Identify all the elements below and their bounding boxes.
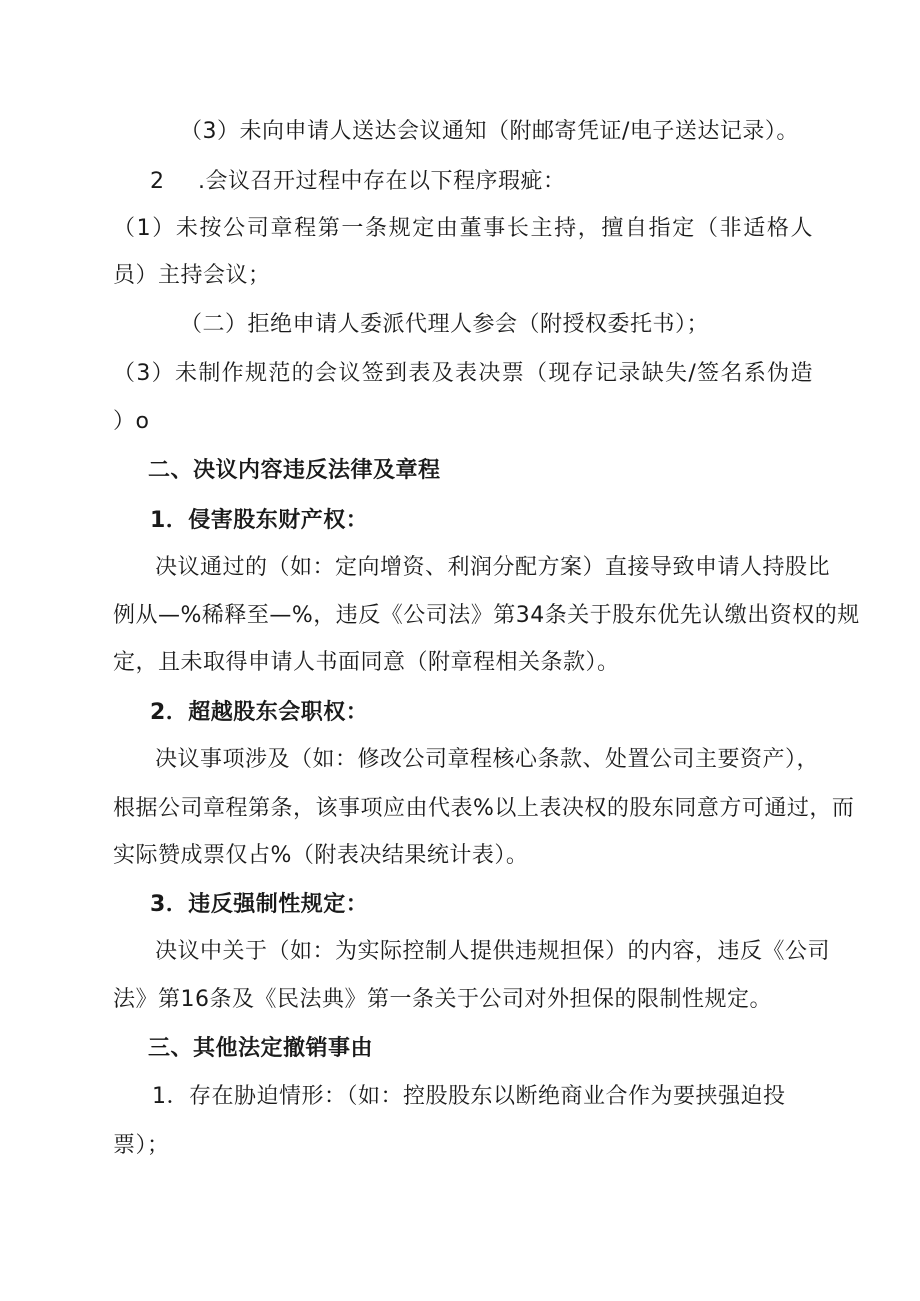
item-1-chairman-cont: 员）主持会议； [113,263,271,288]
para-authority-line3: 实际赞成票仅占%（附表决结果统计表）。 [113,843,529,868]
para-coercion-line1: 1．存在胁迫情形：（如：控股股东以断绝商业合作为要挟强迫投 [152,1084,786,1109]
item-3-signin: （3）未制作规范的会议签到表及表决票（现存记录缺失/签名系伪造 [113,361,813,386]
subheading-mandatory-rules: 3．违反强制性规定： [150,892,369,917]
para-property-line3: 定，且未取得申请人书面同意（附章程相关条款）。 [113,650,620,675]
para-coercion-line2: 票）； [113,1133,170,1158]
item-1-chairman: （1）未按公司章程第一条规定由董事长主持，擅自指定（非适格人 [113,216,813,241]
para-property-line1: 决议通过的（如：定向增资、利润分配方案）直接导致申请人持股比 [155,555,831,580]
subheading-property-right: 1．侵害股东财产权： [150,508,369,533]
para-mandatory-line1: 决议中关于（如：为实际控制人提供违规担保）的内容，违反《公司 [155,939,831,964]
item-2-proxy: （二）拒绝申请人委派代理人参会（附授权委托书）； [180,312,710,337]
heading-resolution-content: 二、决议内容违反法律及章程 [148,458,441,483]
para-property-line2: 例从—%稀释至—%，违反《公司法》第34条关于股东优先认缴出资权的规 [113,603,860,628]
para-mandatory-line2: 法》第16条及《民法典》第一条关于公司对外担保的限制性规定。 [113,987,772,1012]
para-authority-line1: 决议事项涉及（如：修改公司章程核心条款、处置公司主要资产）， [155,747,820,772]
heading-other-reasons: 三、其他法定撤销事由 [148,1036,374,1061]
item-3-notice: （3）未向申请人送达会议通知（附邮寄凭证/电子送达记录）。 [180,119,799,144]
section-2-number: 2 [150,169,165,194]
section-2-heading: .会议召开过程中存在以下程序瑕疵： [198,169,566,194]
subheading-exceed-authority: 2．超越股东会职权： [150,700,369,725]
item-3-signin-cont: ）o [113,409,150,434]
para-authority-line2: 根据公司章程第条，该事项应由代表%以上表决权的股东同意方可通过，而 [113,796,855,821]
